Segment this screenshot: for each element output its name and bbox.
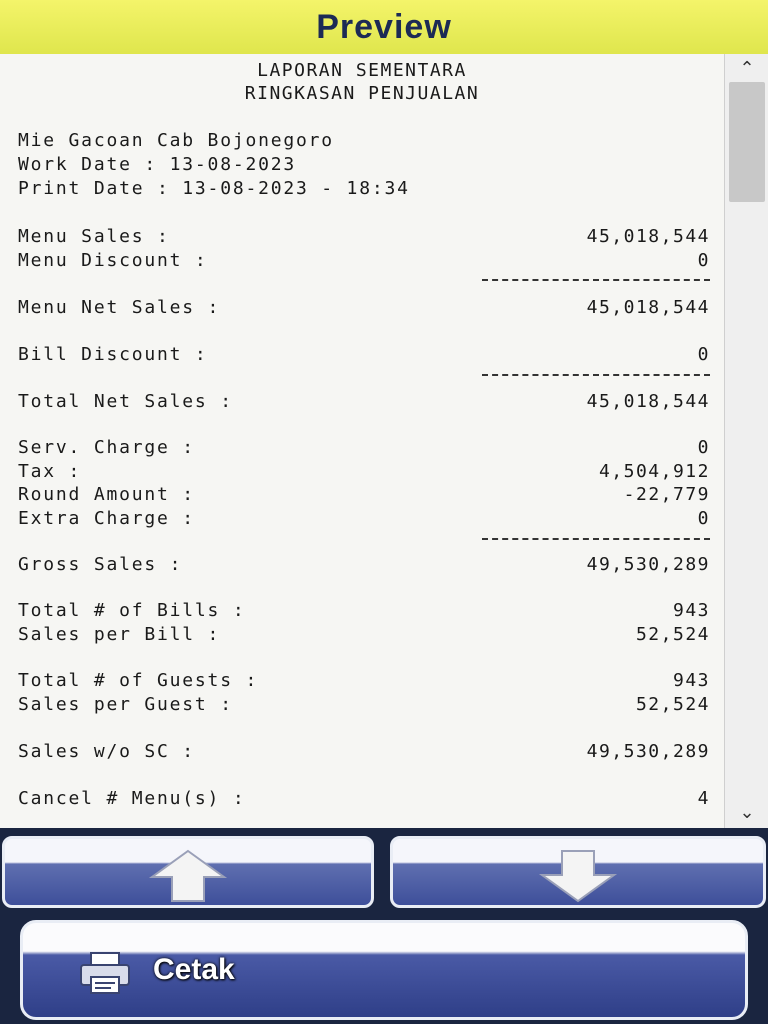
row-value: 0	[697, 250, 710, 271]
chevron-down-icon[interactable]: ⌄	[739, 802, 755, 823]
printer-icon	[79, 951, 131, 995]
print-date: Print Date : 13-08-2023 - 18:34	[18, 178, 410, 199]
row-value: 0	[697, 344, 710, 365]
scroll-down-button[interactable]	[390, 836, 766, 908]
row-value: 52,524	[635, 694, 710, 715]
row-value: 0	[697, 437, 710, 458]
row-label: Extra Charge :	[18, 508, 195, 529]
separator	[482, 279, 710, 281]
row-value: 45,018,544	[586, 297, 710, 318]
row-label: Cancel # Menu(s) :	[18, 788, 246, 809]
row-value: 49,530,289	[586, 741, 710, 762]
row-label: Tax :	[18, 461, 82, 482]
separator	[482, 374, 710, 376]
window-title: Preview	[316, 7, 452, 46]
row-value: 0	[697, 508, 710, 529]
report-preview	[0, 54, 724, 828]
print-button[interactable]	[20, 920, 748, 1020]
chevron-up-icon[interactable]: ⌃	[739, 58, 755, 79]
row-value: 45,018,544	[586, 226, 710, 247]
row-label: Total Net Sales :	[18, 391, 233, 412]
row-label: Sales per Bill :	[18, 624, 221, 645]
separator	[482, 538, 710, 540]
row-label: Serv. Charge :	[18, 437, 195, 458]
row-label: Gross Sales :	[18, 554, 183, 575]
arrow-down-icon	[538, 847, 618, 905]
title-bar	[0, 0, 768, 54]
row-label: Sales w/o SC :	[18, 741, 195, 762]
scroll-up-button[interactable]	[2, 836, 374, 908]
store-name: Mie Gacoan Cab Bojonegoro	[18, 130, 334, 151]
report-heading: LAPORAN SEMENTARA	[257, 60, 467, 81]
row-label: Bill Discount :	[18, 344, 208, 365]
row-value: -22,779	[623, 484, 710, 505]
row-label: Total # of Bills :	[18, 600, 246, 621]
work-date: Work Date : 13-08-2023	[18, 154, 297, 175]
print-button-label: Cetak	[153, 953, 235, 986]
report-subheading: RINGKASAN PENJUALAN	[244, 83, 480, 104]
row-label: Menu Discount :	[18, 250, 208, 271]
row-value: 45,018,544	[586, 391, 710, 412]
row-value: 943	[672, 600, 710, 621]
row-value: 49,530,289	[586, 554, 710, 575]
row-label: Round Amount :	[18, 484, 195, 505]
row-value: 52,524	[635, 624, 710, 645]
row-value: 4	[697, 788, 710, 809]
row-label: Total # of Guests :	[18, 670, 259, 691]
row-label: Sales per Guest :	[18, 694, 233, 715]
row-value: 4,504,912	[598, 461, 710, 482]
vertical-scrollbar[interactable]	[724, 54, 768, 828]
arrow-up-icon	[148, 847, 228, 905]
scrollbar-thumb[interactable]	[729, 82, 765, 202]
row-label: Menu Net Sales :	[18, 297, 221, 318]
row-label: Menu Sales :	[18, 226, 170, 247]
row-value: 943	[672, 670, 710, 691]
